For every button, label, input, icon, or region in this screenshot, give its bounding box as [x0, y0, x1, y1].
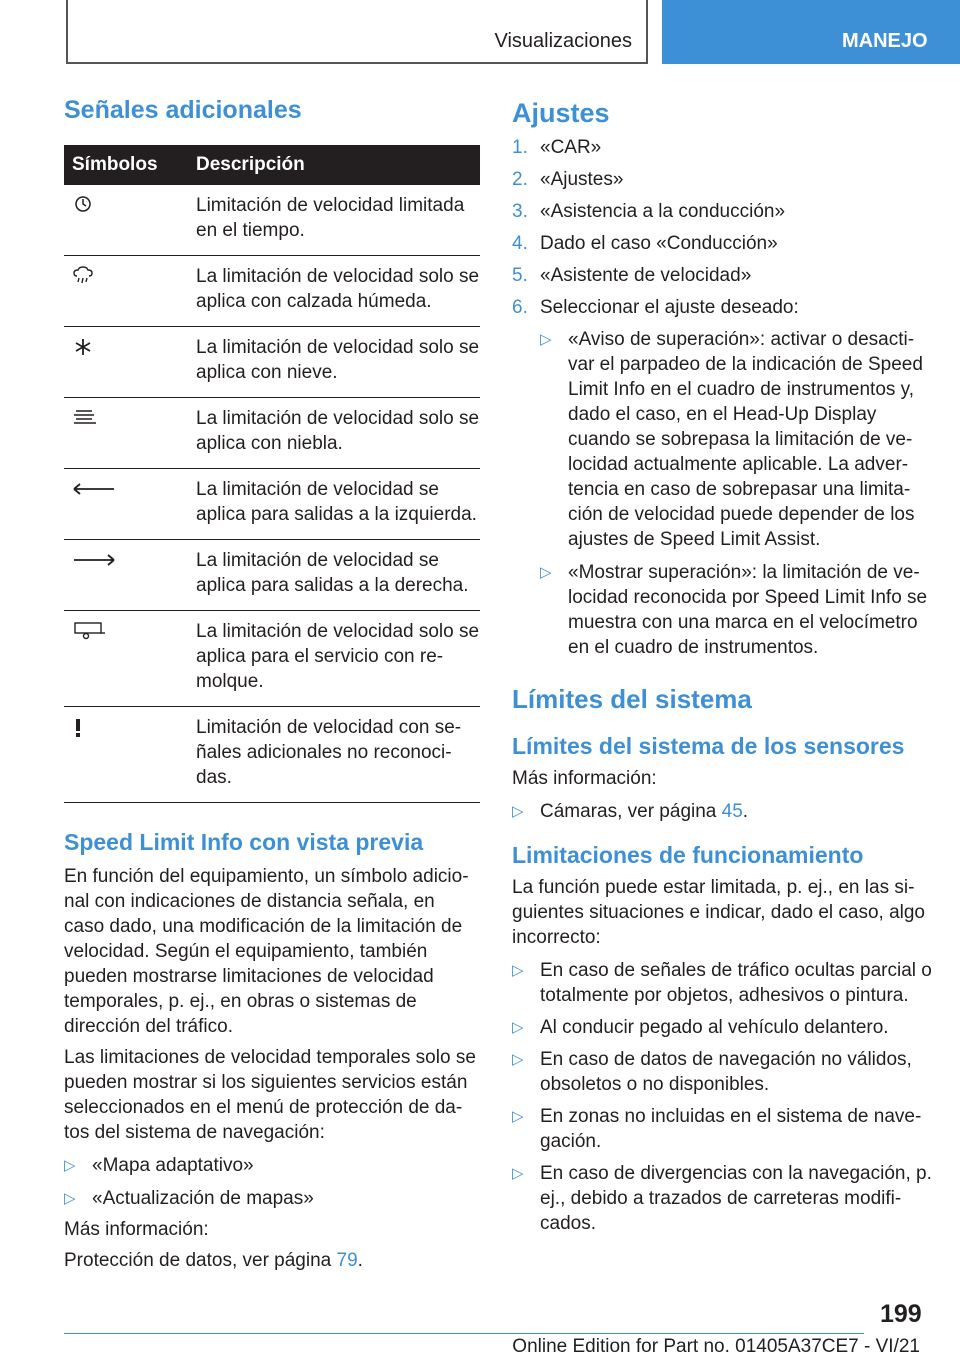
list-item: 1. «CAR»	[512, 137, 602, 158]
header-tab-manejo[interactable]: MANEJO	[662, 0, 960, 64]
table-row	[64, 398, 480, 469]
table-row	[64, 256, 480, 327]
list-item: ▷ En caso de divergencias con la navegación, p. ej., debido a trazados de carreteras modificados.	[512, 1163, 932, 1234]
table-row	[64, 185, 480, 256]
page-number: 199	[880, 1300, 922, 1328]
triangle-bullet-icon: ▷	[512, 1165, 524, 1182]
page-link-79[interactable]: 79	[336, 1250, 358, 1271]
table-row	[64, 611, 480, 707]
func-paragraph: La función puede estar limitada, p. ej., en las siguientes situaciones e indicar, dado el caso, algo incorrecto:	[512, 877, 925, 948]
section-title-senales: Señales adicionales	[64, 96, 302, 124]
exclamation-icon	[72, 723, 84, 744]
table-cell: La limitación de velocidad solo se aplica con calzada húmeda.	[196, 256, 480, 327]
list-item: 6. Seleccionar el ajuste deseado:	[512, 297, 799, 318]
list-item: 4. Dado el caso «Conducción»	[512, 233, 778, 254]
list-item: ▷ «Aviso de superación»: activar o desactivar el parpadeo de la indicación de Speed Limit Info en el cuadro de instrumentos y, dado el caso, en el Head-Up Display cuando se sobrepasa la limitación de velocidad actualmente aplicable. La advertencia en caso de sobrepasar una limitación de velocidad puede depender de los ajustes de Speed Limit Assist.	[540, 329, 923, 550]
table-row	[64, 469, 480, 540]
list-item: 5. «Asistente de velocidad»	[512, 265, 752, 286]
section-title-limites: Límites del sistema	[512, 684, 752, 714]
header-section: Visualizaciones	[494, 30, 632, 52]
subsection-title-funcionamiento: Limitaciones de funcionamiento	[512, 842, 864, 868]
table-header	[64, 145, 480, 185]
header-box	[66, 0, 648, 64]
col-header-symbols: Símbolos	[64, 145, 196, 185]
triangle-bullet-icon: ▷	[540, 564, 552, 581]
more-info-label: Más información:	[512, 768, 657, 789]
list-item: 3. «Asistencia a la conducción»	[512, 201, 786, 222]
table-row	[64, 707, 480, 803]
right-column	[512, 98, 932, 1236]
triangle-bullet-icon: ▷	[512, 962, 524, 979]
rain-cloud-icon	[72, 270, 94, 291]
list-item: ▷ «Actualización de mapas»	[64, 1188, 314, 1209]
table-cell: La limitación de velocidad solo se aplica para el servicio con remolque.	[196, 611, 480, 707]
table-row	[64, 327, 480, 398]
table-cell: La limitación de velocidad solo se aplica con nieve.	[196, 327, 480, 398]
table-cell: La limitación de velocidad solo se aplica con niebla.	[196, 398, 480, 469]
reference-protection: Protección de datos, ver página 79.	[64, 1250, 363, 1271]
list-item: ▷ «Mapa adaptativo»	[64, 1155, 254, 1176]
table-cell: Limitación de velocidad limitada en el tiempo.	[196, 185, 480, 256]
triangle-bullet-icon: ▷	[512, 1019, 524, 1036]
list-item: ▷ En caso de señales de tráfico ocultas parcial o totalmente por objetos, adhesivos o pintura.	[512, 960, 932, 1006]
list-item: ▷ En zonas no incluidas en el sistema de navegación.	[512, 1106, 922, 1152]
table-cell: La limitación de velocidad se aplica para salidas a la izquierda.	[196, 469, 480, 540]
triangle-bullet-icon: ▷	[512, 1051, 524, 1068]
list-item: ▷ Cámaras, ver página 45.	[512, 801, 749, 822]
trailer-icon	[72, 625, 106, 646]
clock-icon	[72, 197, 94, 218]
arrow-left-icon	[72, 481, 116, 502]
triangle-bullet-icon: ▷	[512, 1108, 524, 1125]
triangle-bullet-icon: ▷	[540, 331, 552, 348]
preview-paragraph-2: Las limitaciones de velocidad temporales solo se pueden mostrar si los siguientes servicios están seleccionados en el menú de protección de datos del sistema de navegación:	[64, 1047, 476, 1143]
footer-edition: Online Edition for Part no. 01405A37CE7 - VI/21	[512, 1336, 920, 1357]
table-row	[64, 540, 480, 611]
table-cell: Limitación de velocidad con señales adicionales no reconocidas.	[196, 707, 480, 803]
col-header-description: Descripción	[196, 145, 480, 185]
more-info-label: Más información:	[64, 1219, 209, 1240]
triangle-bullet-icon: ▷	[64, 1190, 76, 1207]
list-item: ▷ En caso de datos de navegación no válidos, obsoletos o no disponibles.	[512, 1049, 912, 1095]
table-cell: La limitación de velocidad se aplica para salidas a la derecha.	[196, 540, 480, 611]
section-title-ajustes: Ajustes	[512, 98, 610, 128]
list-item: 2. «Ajustes»	[512, 169, 624, 190]
list-item: ▷ Al conducir pegado al vehículo delantero.	[512, 1017, 889, 1038]
snowflake-icon	[72, 341, 94, 362]
triangle-bullet-icon: ▷	[512, 803, 524, 820]
list-item: ▷ «Mostrar superación»: la limitación de velocidad reconocida por Speed Limit Info se muestra con una marca en el velocímetro en el cuadro de instrumentos.	[540, 562, 928, 658]
left-column	[64, 96, 480, 1273]
page-link-45[interactable]: 45	[721, 801, 743, 822]
triangle-bullet-icon: ▷	[64, 1157, 76, 1174]
section-title-preview: Speed Limit Info con vista previa	[64, 829, 424, 855]
footer-divider	[64, 1333, 864, 1334]
subsection-title-sensores: Límites del sistema de los sensores	[512, 733, 905, 759]
fog-icon	[72, 412, 98, 433]
arrow-right-icon	[72, 552, 116, 573]
preview-paragraph-1: En función del equipamiento, un símbolo adicional con indicaciones de distancia señala, en caso dado, una modificación de la limitación de velocidad. Según el equipamiento, también pueden mostrarse limitaciones de velocidad temporales, p. ej., en obras o sistemas de dirección del tráfico.	[64, 866, 469, 1037]
symbols-table	[64, 145, 480, 803]
